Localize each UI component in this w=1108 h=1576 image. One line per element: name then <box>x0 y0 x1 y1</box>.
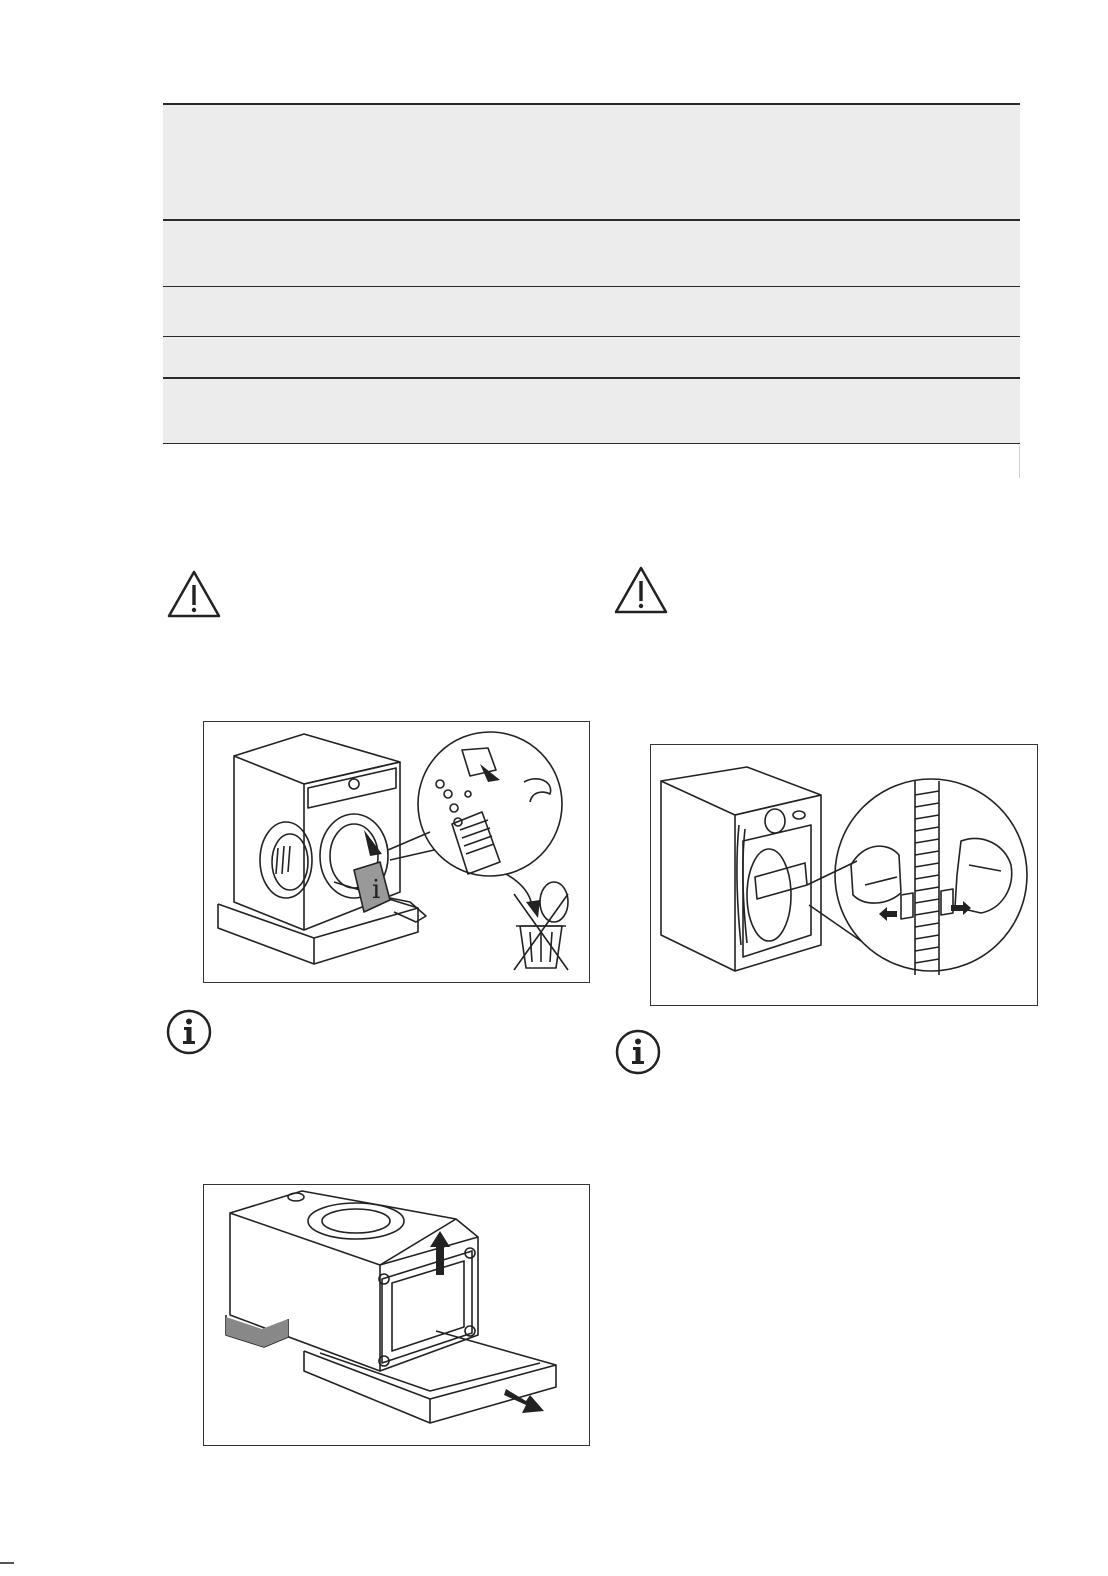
spec-table <box>163 103 1020 443</box>
spec-row-1 <box>163 103 1020 219</box>
figure-unpack-drum <box>203 721 590 983</box>
divider <box>1019 446 1020 478</box>
spec-row-5 <box>163 377 1020 443</box>
page-edge-mark <box>0 1562 14 1564</box>
info-circle-icon <box>165 1008 213 1061</box>
warning-triangle-icon <box>166 569 222 624</box>
spec-row-2 <box>163 219 1020 286</box>
warning-triangle-icon <box>613 565 669 620</box>
spec-row-4 <box>163 336 1020 377</box>
spec-table-bottom-rule <box>163 443 1020 444</box>
info-circle-icon <box>614 1028 662 1081</box>
figure-remove-hose <box>650 744 1038 1006</box>
info-badge-letter: i <box>372 875 381 905</box>
figure-remove-base <box>203 1184 590 1446</box>
spec-row-3 <box>163 286 1020 336</box>
